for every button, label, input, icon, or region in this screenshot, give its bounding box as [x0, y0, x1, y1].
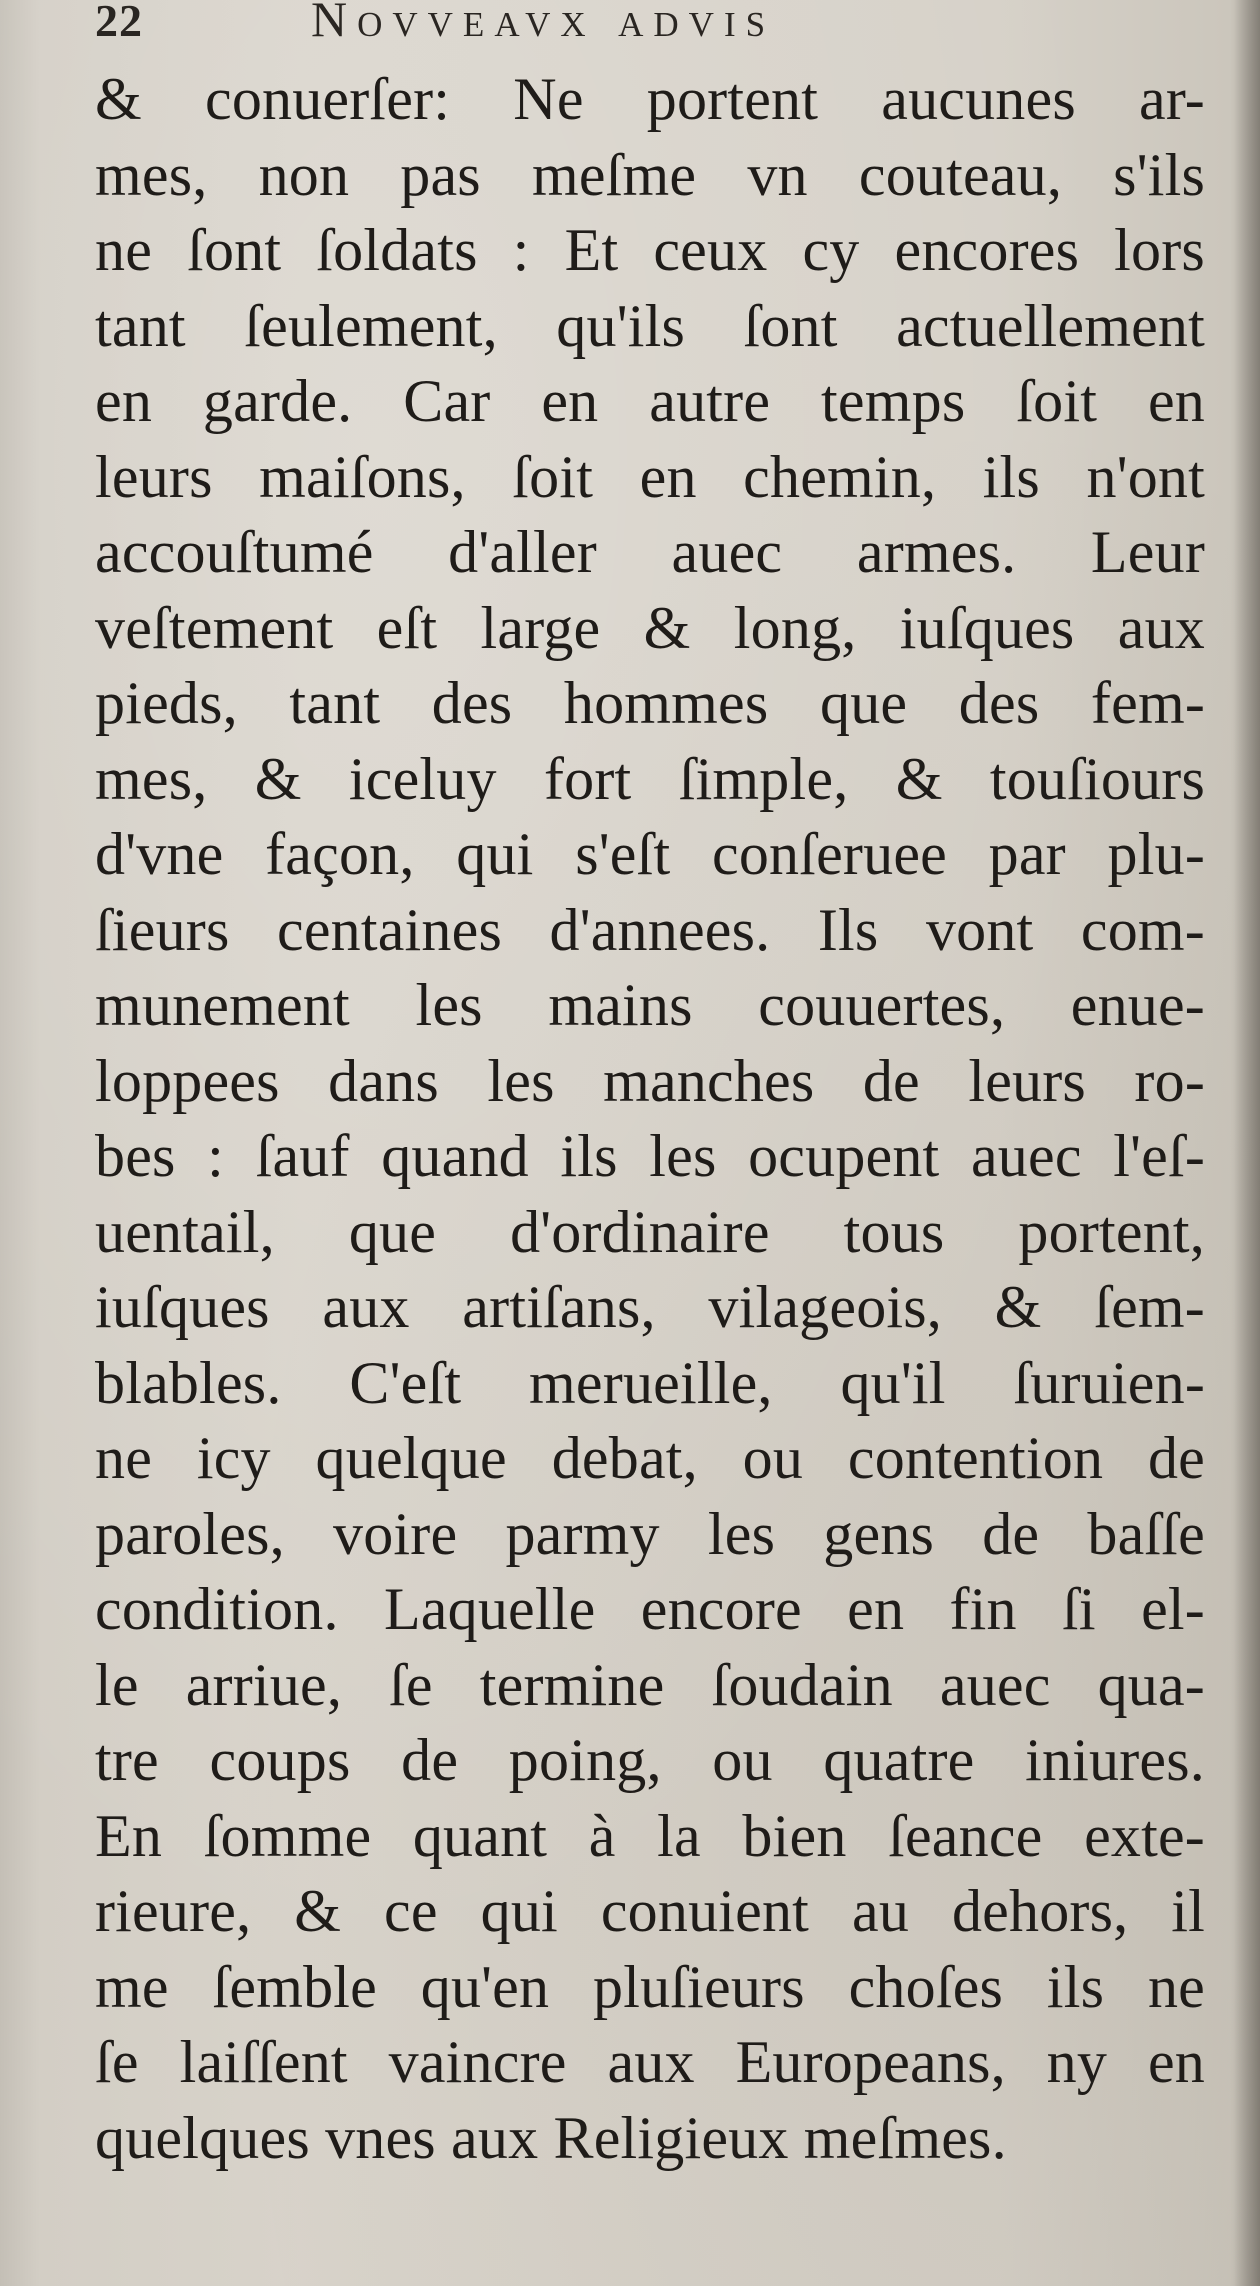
text-line: ne icy quelque debat, ou contention de: [95, 1425, 1205, 1491]
text-line: loppees dans les manches de leurs ro-: [95, 1047, 1205, 1114]
text-line: veſtement eſt large & long, iuſques aux: [95, 594, 1205, 661]
text-line: mes, & iceluy fort ſimple, & touſiours: [95, 745, 1205, 812]
page-number: 22: [95, 0, 143, 46]
text-line: ne ſont ſoldats : Et ceux cy encores lors: [95, 217, 1205, 283]
text-line: ſieurs centaines d'annees. Ils vont com-: [95, 896, 1205, 963]
text-line: condition. Laquelle encore en fin ſi el-: [95, 1576, 1205, 1642]
text-line: uentail, que d'ordinaire tous portent,: [95, 1198, 1205, 1265]
text-line: accouſtumé d'aller auec armes. Leur: [95, 519, 1205, 585]
text-line: me ſemble qu'en pluſieurs choſes ils ne: [95, 1953, 1205, 2020]
text-line: paroles, voire parmy les gens de baſſe: [95, 1500, 1205, 1567]
text-line: ſe laiſſent vaincre aux Europeans, ny en: [95, 2029, 1205, 2095]
text-line: quelques vnes aux Religieux meſmes.: [95, 2104, 1007, 2171]
text-line: iuſques aux artiſans, vilageois, & ſem-: [95, 1274, 1205, 1340]
text-line: rieure, & ce qui conuient au dehors, il: [95, 1878, 1205, 1944]
text-line: leurs maiſons, ſoit en chemin, ils n'ont: [95, 443, 1205, 510]
text-line: tre coups de poing, ou quatre iniures.: [95, 1727, 1205, 1793]
text-line: d'vne façon, qui s'eſt conſeruee par plu-: [95, 821, 1205, 887]
text-line: tant ſeulement, qu'ils ſont actuellement: [95, 292, 1205, 359]
body-text: [95, 62, 1205, 2176]
text-line: mes, non pas meſme vn couteau, s'ils: [95, 141, 1205, 208]
text-line: le arriue, ſe termine ſoudain auec qua-: [95, 1651, 1205, 1718]
running-head: [95, 0, 1225, 60]
text-line: munement les mains couuertes, enue-: [95, 972, 1205, 1038]
text-line: blables. C'eſt merueille, qu'il ſuruien-: [95, 1349, 1205, 1416]
text-line: & conuerſer: Ne portent aucunes ar-: [95, 66, 1205, 132]
text-line: pieds, tant des hommes que des fem-: [95, 670, 1205, 736]
running-title: Novveavx advis: [311, 0, 776, 47]
text-line: En ſomme quant à la bien ſeance exte-: [95, 1802, 1205, 1869]
text-line: bes : ſauf quand ils les ocupent auec l'eſ-: [95, 1123, 1205, 1189]
text-line: en garde. Car en autre temps ſoit en: [95, 368, 1205, 434]
